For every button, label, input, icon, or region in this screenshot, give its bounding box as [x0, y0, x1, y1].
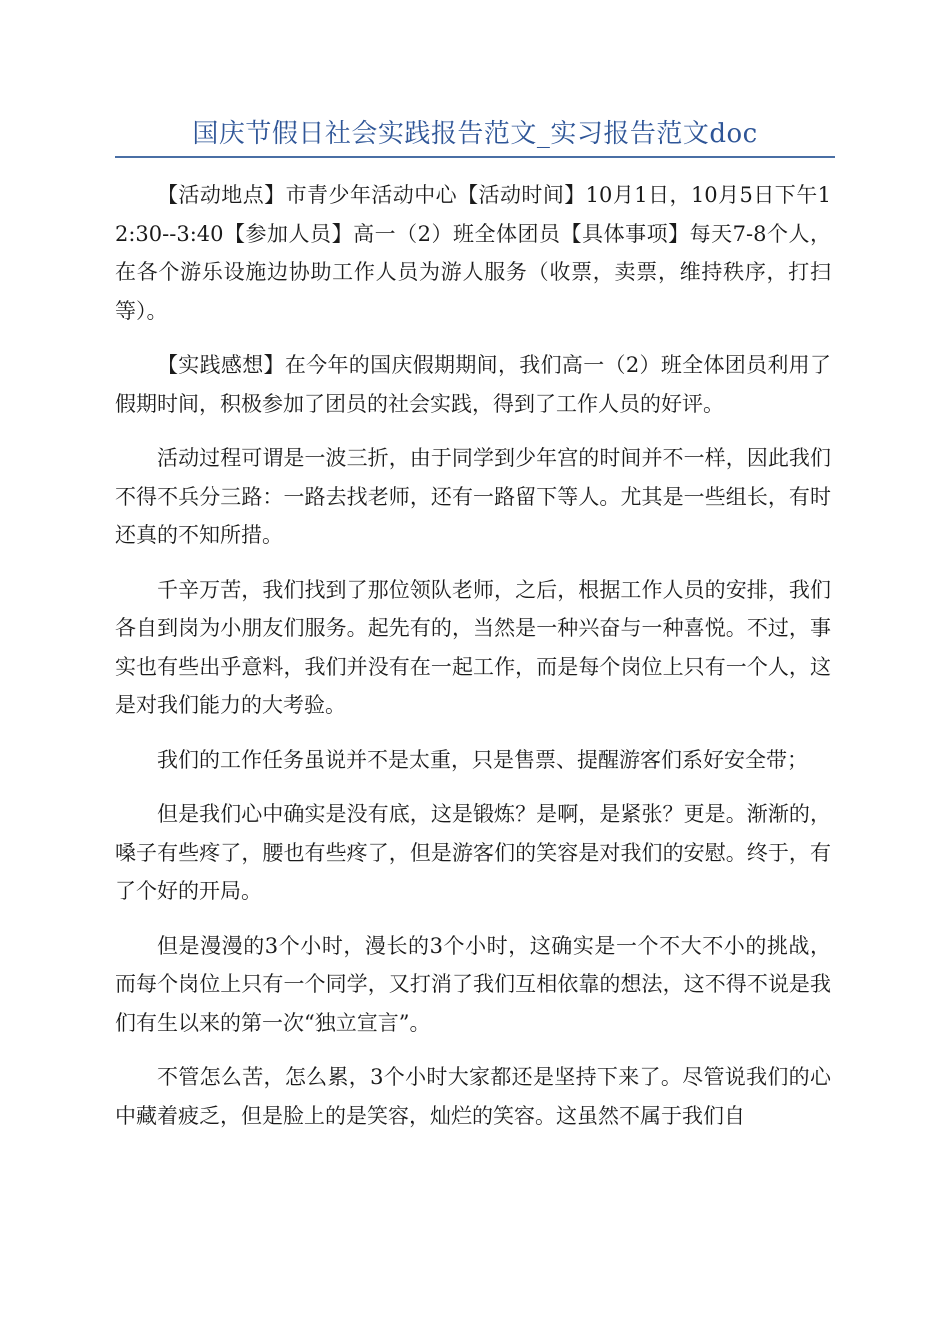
paragraph-challenge: 但是漫漫的3个小时，漫长的3个小时，这确实是一个不大不小的挑战，而每个岗位上只有一个同学，又打消了我们互相依靠的想法，这不得不说是我们有生以来的第一次“独立宣言”。 [115, 933, 831, 1035]
document-title: 国庆节假日社会实践报告范文_实习报告范文doc [192, 119, 758, 149]
paragraph-nervous: 但是我们心中确实是没有底，这是锻炼？是啊，是紧张？更是。渐渐的，嗓子有些疼了，腰也有些疼了，但是游客们的笑容是对我们的安慰。终于，有了个好的开局。 [115, 802, 831, 903]
paragraph-persistence: 不管怎么苦，怎么累，3个小时大家都还是坚持下来了。尽管说我们的心中藏着疲乏，但是脸上的是笑容，灿烂的笑容。这虽然不属于我们自 [115, 1065, 831, 1128]
paragraph-assignment: 千辛万苦，我们找到了那位领队老师，之后，根据工作人员的安排，我们各自到岗为小朋友们服务。起先有的，当然是一种兴奋与一种喜悦。不过，事实也有些出乎意料，我们并没有在一起工作，而是每个岗位上只有一个人，这是对我们能力的大考验。 [115, 577, 831, 717]
paragraph-activity-info: 【活动地点】市青少年活动中心【活动时间】10月1日，10月5日下午12:30--3:40【参加人员】高一（2）班全体团员【具体事项】每天7-8个人，在各个游乐设施边协助工作人员为游人服务（收票，卖票，维持秩序，打扫等）。 [115, 183, 831, 323]
paragraph-process: 活动过程可谓是一波三折，由于同学到少年宫的时间并不一样，因此我们不得不兵分三路：一路去找老师，还有一路留下等人。尤其是一些组长，有时还真的不知所措。 [115, 446, 831, 547]
document-body [115, 176, 831, 1151]
title-block [115, 114, 835, 158]
paragraph-reflection-intro: 【实践感想】在今年的国庆假期期间，我们高一（2）班全体团员利用了假期时间，积极参加了团员的社会实践，得到了工作人员的好评。 [115, 353, 831, 416]
paragraph-tasks: 我们的工作任务虽说并不是太重，只是售票、提醒游客们系好安全带； [157, 747, 808, 772]
